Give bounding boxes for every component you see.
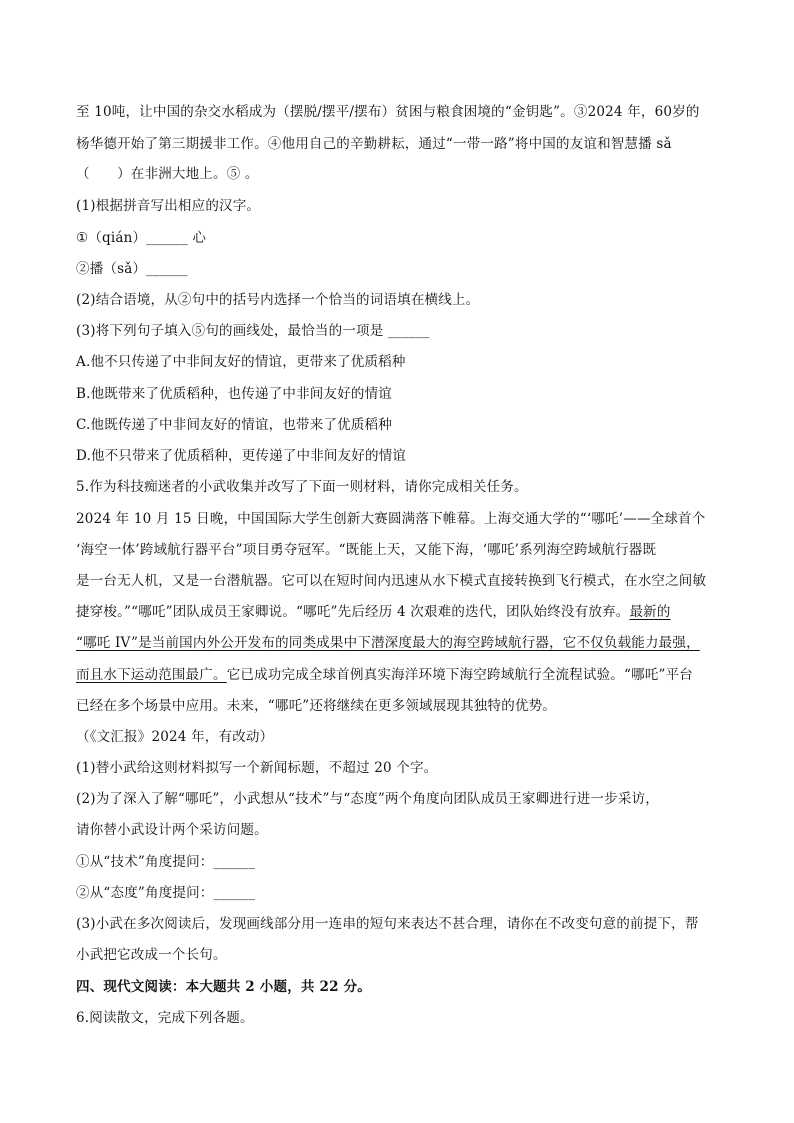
q4-option-d: D.他不只带来了优质稻种，更传递了中非间友好的情谊	[76, 448, 407, 464]
q4-option-c: C.他既传递了中非间友好的情谊，也带来了优质稻种	[76, 417, 392, 433]
q5-task3-line1: (3)小武在多次阅读后，发现画线部分用一连串的短句来表达不甚合理，请你在不改变句意的前提下，帮	[76, 916, 699, 932]
material-line-1: 2024 年 10 月 15 日晚，中国国际大学生创新大赛圆满落下帷幕。上海交通大学的“‘哪吒’——全球首个	[76, 511, 706, 527]
passage-line-3: （ ）在非洲大地上。⑤ 。	[76, 166, 259, 182]
material-line-6	[76, 666, 726, 684]
q5-task2-attitude: ②从“态度”角度提问：______	[76, 885, 256, 901]
material-line-3: 是一台无人机，又是一台潜航器。它可以在短时间内迅速从水下模式直接转换到飞行模式，在水空之间敏	[76, 573, 707, 589]
q4-part3: (3)将下列句子填入⑤句的画线处，最恰当的一项是 ______	[76, 323, 430, 339]
material-line-4	[76, 603, 726, 621]
q5-task2-tech: ①从“技术”角度提问：______	[76, 854, 256, 870]
q4-part1-a: ①（qián）______ 心	[76, 230, 207, 246]
q6-intro: 6.阅读散文，完成下列各题。	[76, 1010, 254, 1026]
q4-part1-b: ②播（sǎ）______	[76, 261, 188, 277]
passage-line-1: 至 10吨，让中国的杂交水稻成为（摆脱/摆平/摆布）贫困与粮食困境的“金钥匙”。③2024 年，60岁的	[76, 104, 700, 120]
q4-part1: (1)根据拼音写出相应的汉字。	[76, 198, 261, 214]
underlined-sentence-start: 最新的	[629, 604, 671, 620]
material-source: （《文汇报》2024 年，有改动）	[76, 729, 274, 745]
q4-option-b: B.他既带来了优质稻种，也传递了中非间友好的情谊	[76, 386, 393, 402]
underlined-sentence-end: 而且水下运动范围最广。	[76, 667, 227, 683]
q5-task2-line1: (2)为了深入了解“哪吒”，小武想从“技术”与“态度”两个角度向团队成员王家卿进行进一步采访，	[76, 791, 659, 807]
underlined-sentence-middle: “哪吒 IV”是当前国内外公开发布的同类成果中下潜深度最大的海空跨域航行器，它不仅负载能力最强，	[76, 635, 700, 651]
q5-task1: (1)替小武给这则材料拟写一个新闻标题，不超过 20 个字。	[76, 760, 438, 776]
section-heading: 四、现代文阅读：本大题共 2 小题，共 22 分。	[76, 979, 371, 995]
q5-intro: 5.作为科技痴迷者的小武收集并改写了下面一则材料，请你完成相关任务。	[76, 479, 528, 495]
material-line-7: 已经在多个场景中应用。未来，“哪吒”还将继续在更多领域展现其独特的优势。	[76, 698, 557, 714]
material-line-5	[76, 634, 726, 652]
material-line-2: ‘海空一体’跨域航行器平台”项目勇夺冠军。“既能上天，又能下海，‘哪吒’系列海空跨域航行器既	[76, 542, 657, 558]
q5-task3-line2: 小武把它改成一个长句。	[76, 947, 227, 963]
passage-line-2: 杨华德开始了第三期援非工作。④他用自己的辛勤耕耘，通过“一带一路”将中国的友谊和智慧播 sǎ	[76, 136, 672, 152]
q4-option-a: A.他不只传递了中非间友好的情谊，更带来了优质稻种	[76, 354, 406, 370]
material-line-6-text: 它已成功完成全球首例真实海洋环境下海空跨域航行全流程试验。“哪吒”平台	[226, 667, 694, 683]
q4-part2: (2)结合语境，从②句中的括号内选择一个恰当的词语填在横线上。	[76, 292, 480, 308]
material-line-4-text: 捷穿梭。”“哪吒”团队成员王家卿说。“哪吒”先后经历 4 次艰难的迭代，团队始终没有放弃。	[76, 604, 630, 620]
q5-task2-line2: 请你替小武设计两个采访问题。	[76, 822, 268, 838]
